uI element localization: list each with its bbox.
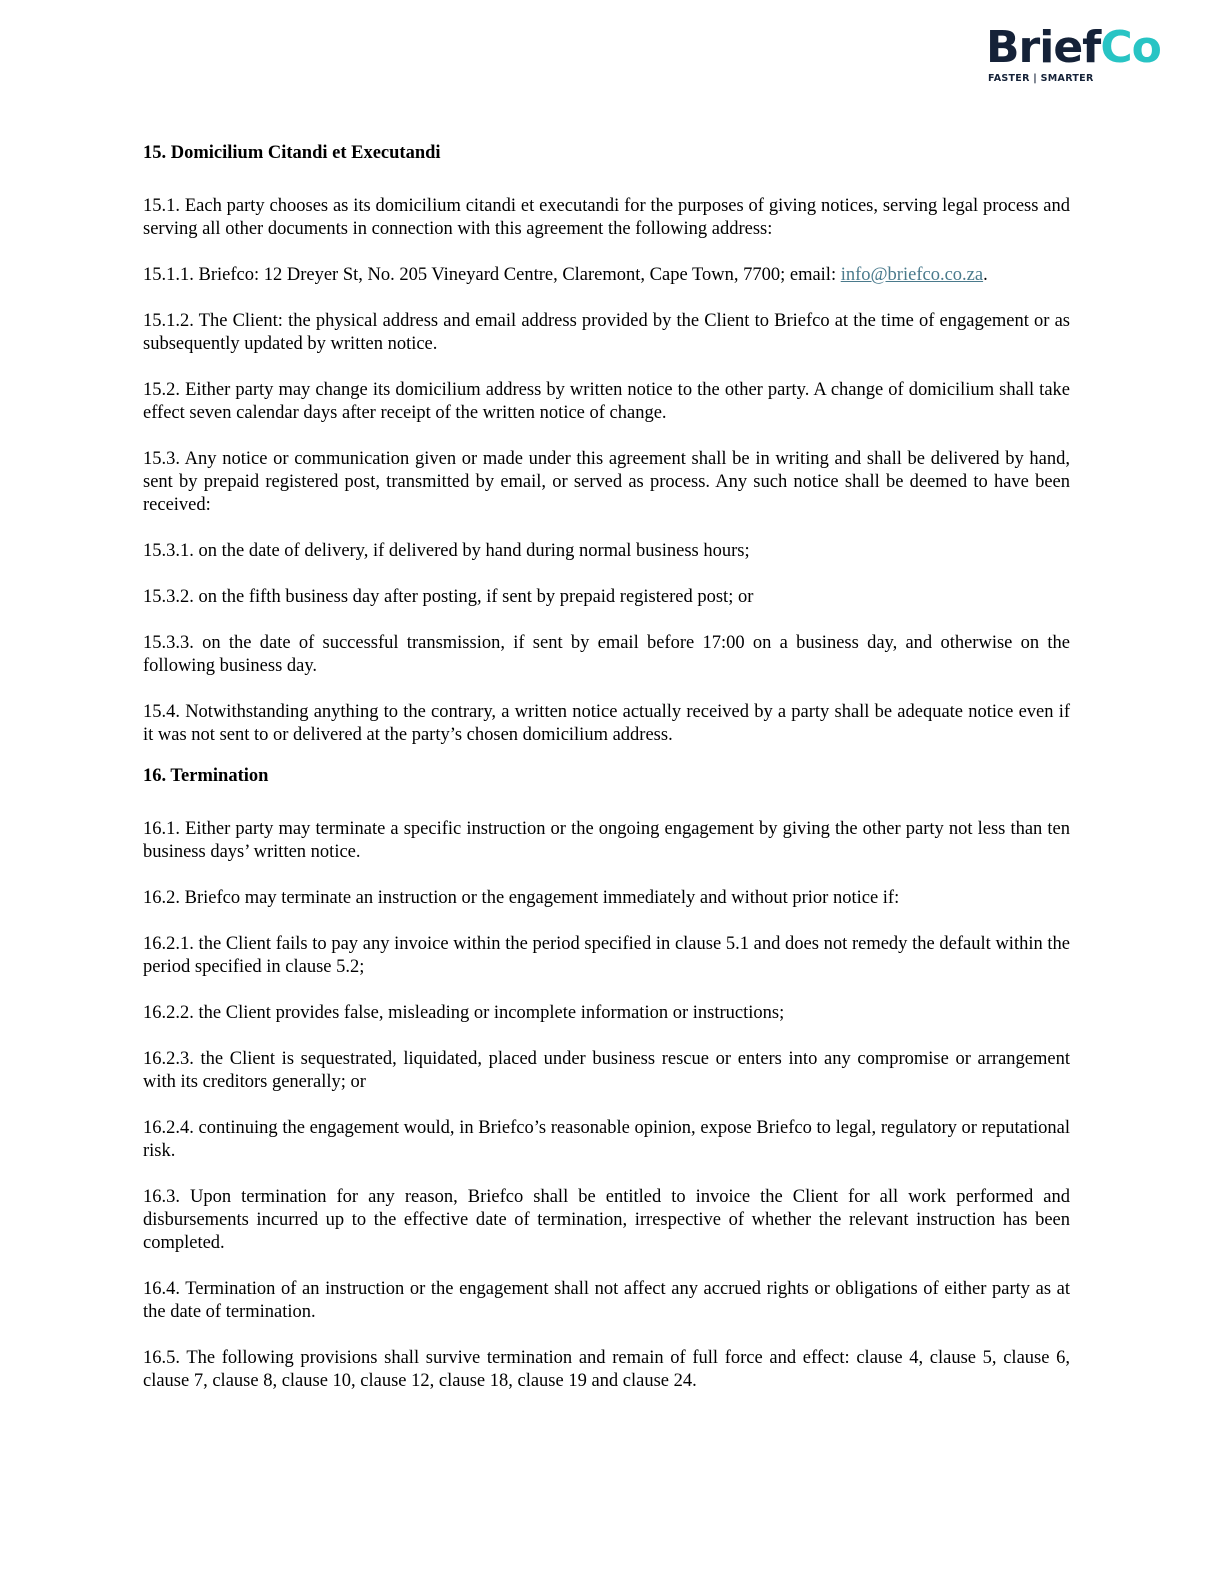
clause-16-3: 16.3. Upon termination for any reason, Briefco shall be entitled to invoice the Client for all work performed and disbursements incurred up to the effective date of termination, irrespective of whether the relevant instruction has been completed. xyxy=(143,1187,1070,1253)
document-body xyxy=(143,142,1070,1416)
clause-16-4: 16.4. Termination of an instruction or the engagement shall not affect any accrued rights or obligations of either party as at the date of termination. xyxy=(143,1279,1070,1322)
logo-brief-text: Brief xyxy=(986,22,1101,73)
clause-16-2: 16.2. Briefco may terminate an instruction or the engagement immediately and without prior notice if: xyxy=(143,888,900,908)
logo-tagline: FASTER | SMARTER xyxy=(988,73,1094,84)
logo-wordmark xyxy=(986,22,1161,74)
clause-16-2-1: 16.2.1. the Client fails to pay any invoice within the period specified in clause 5.1 and does not remedy the default within the period specified in clause 5.2; xyxy=(143,934,1070,977)
clause-15-3: 15.3. Any notice or communication given or made under this agreement shall be in writing and shall be delivered by hand, sent by prepaid registered post, transmitted by email, or served as process. Any such notice shall be deemed to have been received: xyxy=(143,449,1070,515)
clause-15-3-1: 15.3.1. on the date of delivery, if delivered by hand during normal business hours; xyxy=(143,541,750,561)
clause-15-1-1 xyxy=(143,264,1070,287)
clause-16-2-3: 16.2.3. the Client is sequestrated, liquidated, placed under business rescue or enters into any compromise or arrangement with its creditors generally; or xyxy=(143,1049,1070,1092)
logo-co-text: Co xyxy=(1100,22,1161,73)
clause-15-4: 15.4. Notwithstanding anything to the contrary, a written notice actually received by a party shall be adequate notice even if it was not sent to or delivered at the party’s chosen domicilium address. xyxy=(143,702,1070,745)
clause-15-3-3: 15.3.3. on the date of successful transmission, if sent by email before 17:00 on a business day, and otherwise on the following business day. xyxy=(143,633,1070,676)
clause-16-5: 16.5. The following provisions shall survive termination and remain of full force and effect: clause 4, clause 5, clause 6, clause 7, clause 8, clause 10, clause 12, clause 18, clause 19 and clause 24. xyxy=(143,1348,1070,1391)
section-16-heading: 16. Termination xyxy=(143,766,269,786)
clause-15-1: 15.1. Each party chooses as its domicilium citandi et executandi for the purposes of giving notices, serving legal process and serving all other documents in connection with this agreement the following address: xyxy=(143,196,1070,239)
briefco-logo xyxy=(986,22,1182,88)
clause-16-2-2: 16.2.2. the Client provides false, misleading or incomplete information or instructions; xyxy=(143,1003,785,1023)
briefco-email-link[interactable]: info@briefco.co.za xyxy=(840,265,984,285)
clause-15-2: 15.2. Either party may change its domicilium address by written notice to the other party. A change of domicilium shall take effect seven calendar days after receipt of the written notice of change. xyxy=(143,380,1070,423)
section-15-heading: 15. Domicilium Citandi et Executandi xyxy=(143,143,441,163)
clause-15-1-2: 15.1.2. The Client: the physical address and email address provided by the Client to Briefco at the time of engagement or as subsequently updated by written notice. xyxy=(143,311,1070,354)
clause-15-3-2: 15.3.2. on the fifth business day after posting, if sent by prepaid registered post; or xyxy=(143,587,754,607)
clause-16-1: 16.1. Either party may terminate a specific instruction or the ongoing engagement by giving the other party not less than ten business days’ written notice. xyxy=(143,819,1070,862)
clause-15-1-1-end: . xyxy=(983,265,988,285)
clause-15-1-1-text: 15.1.1. Briefco: 12 Dreyer St, No. 205 Vineyard Centre, Claremont, Cape Town, 7700; email: xyxy=(143,265,841,285)
clause-16-2-4: 16.2.4. continuing the engagement would, in Briefco’s reasonable opinion, expose Briefco to legal, regulatory or reputational risk. xyxy=(143,1118,1070,1161)
